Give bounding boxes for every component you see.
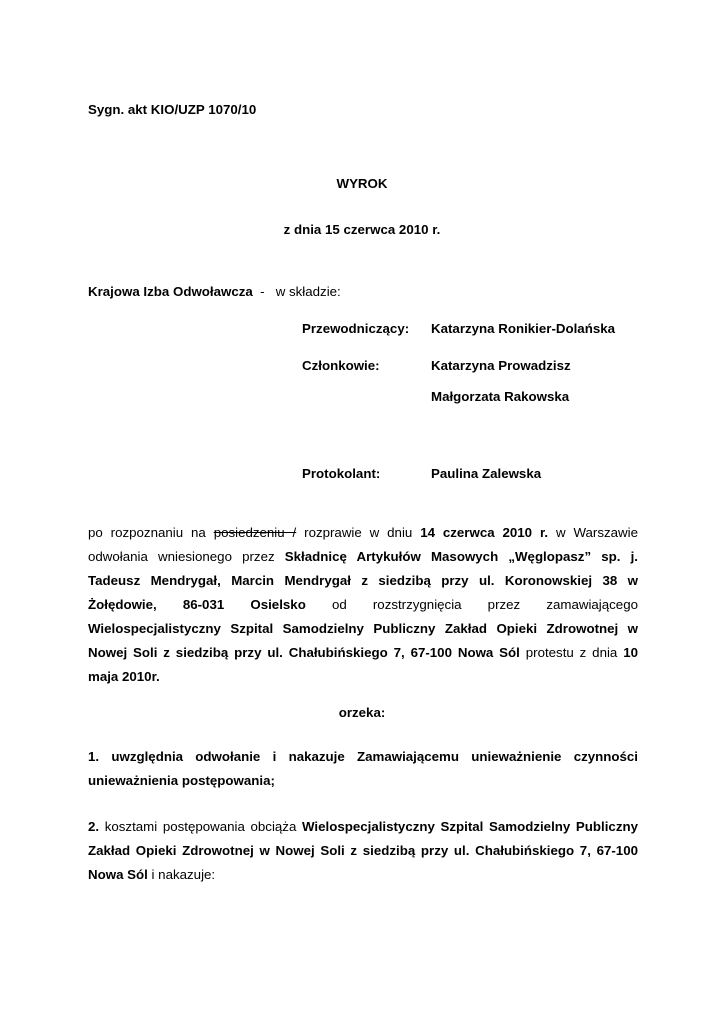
member-1-name: Katarzyna Prowadzisz [431, 358, 571, 373]
point-2-entity: Wielospecjalistyczny Szpital Samodzielny Publiczny Zakład Opieki Zdrowotnej w Nowej Soli z siedzibą przy ul. Chałubińskiego 7, 67-100 Nowa Sól [88, 819, 638, 882]
ruling-heading: orzeka: [338, 705, 386, 720]
chamber-dash: - [260, 284, 265, 299]
document-title: WYROK [336, 176, 388, 191]
chamber-suffix: w składzie: [275, 284, 341, 299]
struck-text: posiedzeniu / [213, 525, 297, 540]
case-reference: Sygn. akt KIO/UZP 1070/10 [88, 102, 257, 117]
hearing-date: 14 czerwca 2010 r. [420, 525, 549, 540]
chamber-line [88, 284, 341, 299]
clerk-name: Paulina Zalewska [431, 466, 542, 481]
appellant: Składnicę Artykułów Masowych „Węglopasz” sp. j. Tadeusz Mendrygał, Marcin Mendrygał z siedzibą przy ul. Koronowskiej 38 w Żołędowie, 86-031 Osielsko [88, 549, 638, 612]
ruling-point-2 [88, 815, 638, 887]
chamber-name: Krajowa Izba Odwoławcza [88, 284, 253, 299]
intro-text-4: od rozstrzygnięcia przez zamawiającego [305, 597, 638, 612]
clerk-label: Protokolant: [302, 466, 381, 481]
intro-text-2: rozprawie w dniu [296, 525, 421, 540]
point-1-number: 1. [88, 749, 100, 764]
ruling-point-1 [88, 745, 638, 793]
point-2-number: 2. [88, 819, 100, 834]
members-label: Członkowie: [302, 358, 380, 373]
intro-text-1: po rozpoznaniu na [88, 525, 214, 540]
intro-text-5: protestu z dnia [519, 645, 624, 660]
chair-name: Katarzyna Ronikier-Dolańska [431, 321, 616, 336]
awarding-entity: Wielospecjalistyczny Szpital Samodzielny Publiczny Zakład Opieki Zdrowotnej w Nowej Soli z siedzibą przy ul. Chałubińskiego 7, 67-100 Nowa Sól [88, 621, 638, 660]
intro-text-3: w Warszawie odwołania wniesionego przez [88, 525, 639, 564]
chair-label: Przewodniczący: [302, 321, 410, 336]
intro-paragraph [88, 521, 638, 689]
point-1-text: uwzględnia odwołanie i nakazuje Zamawiającemu unieważnienie czynności unieważnienia postępowania; [88, 749, 638, 788]
protest-date: 10 maja 2010r. [88, 645, 638, 684]
ruling-date: z dnia 15 czerwca 2010 r. [283, 222, 441, 237]
point-2-text-1: kosztami postępowania obciąża [99, 819, 302, 834]
member-2-name: Małgorzata Rakowska [431, 389, 570, 404]
point-2-text-2: i nakazuje: [147, 867, 216, 882]
